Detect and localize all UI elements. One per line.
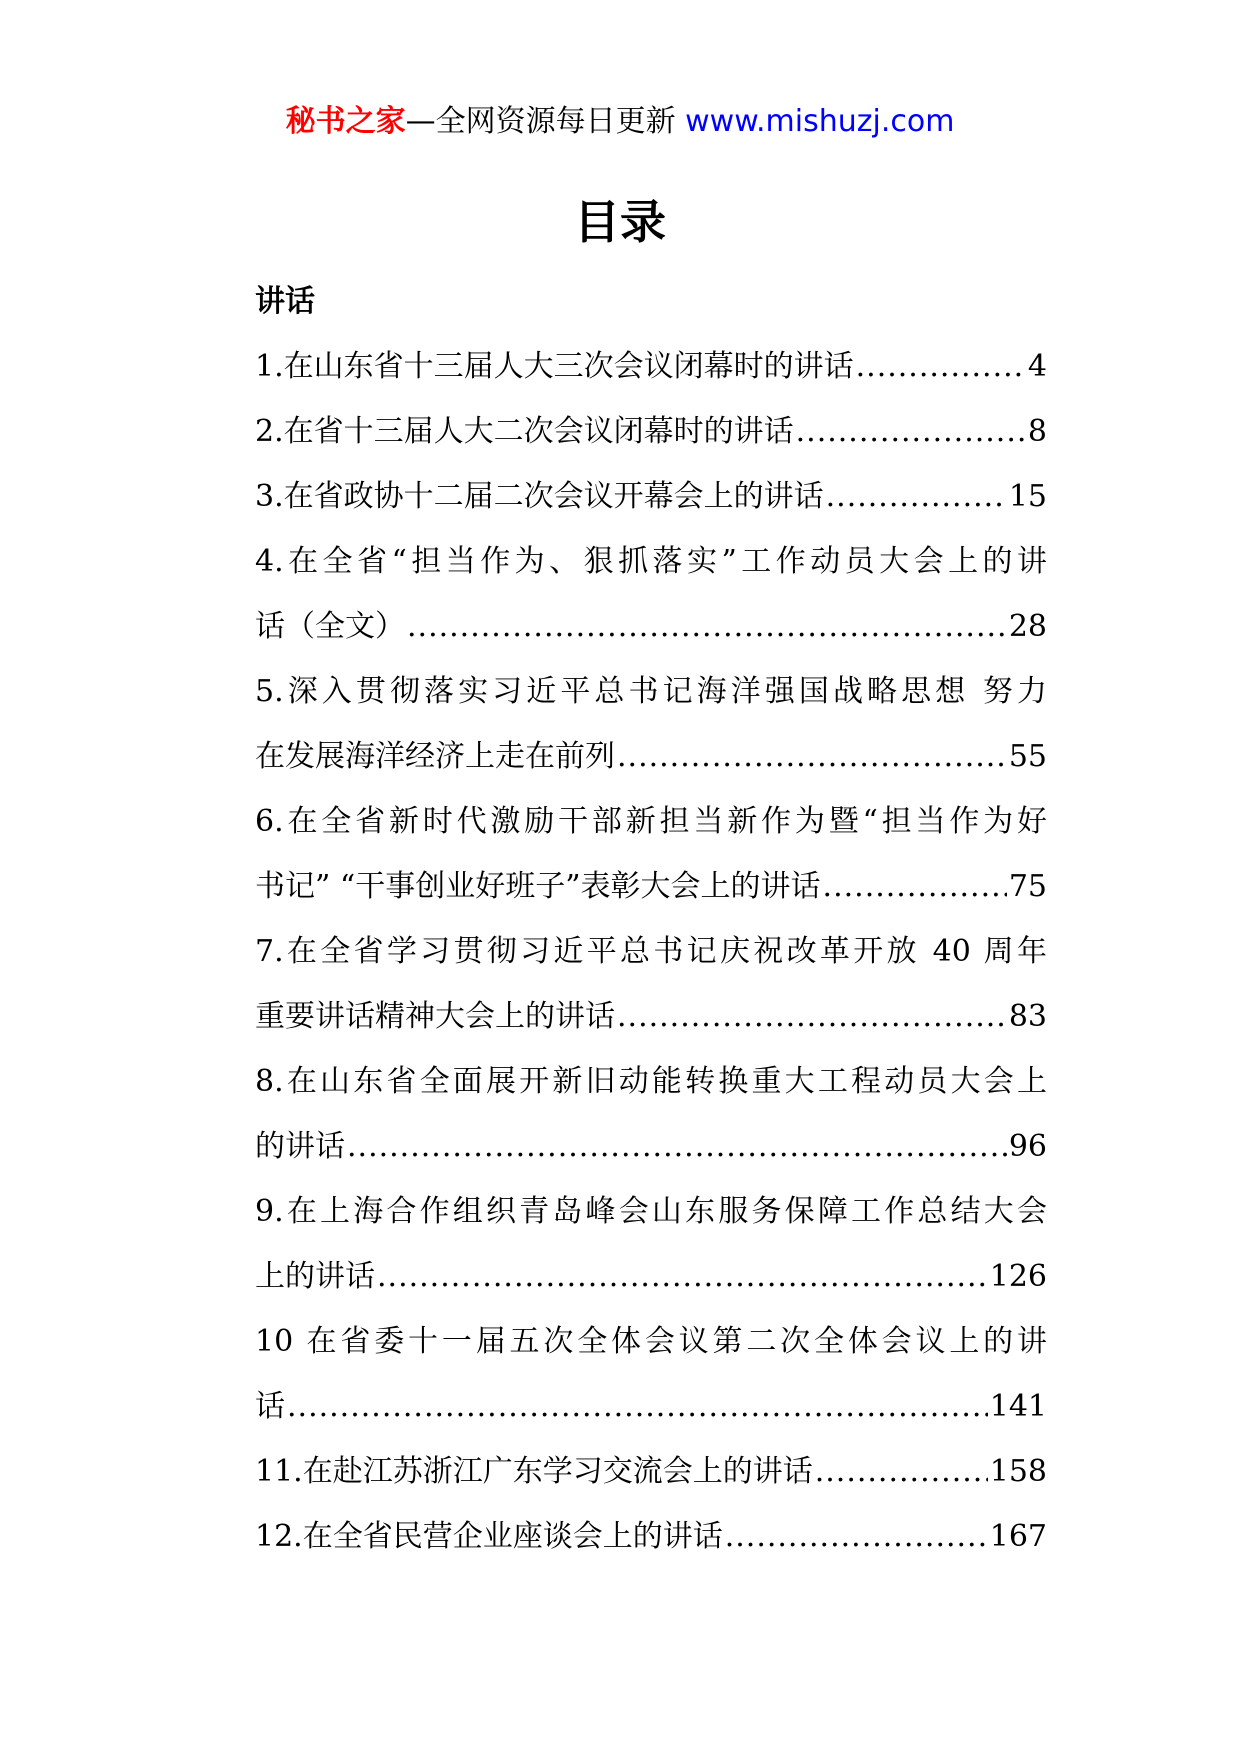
toc-leader-dots bbox=[287, 1374, 988, 1439]
toc-entry-3[interactable] bbox=[255, 464, 1047, 529]
header-slogan: —全网资源每日更新 bbox=[405, 104, 686, 139]
toc-entry-5[interactable] bbox=[255, 659, 1047, 789]
toc-entry-title-continued: 重要讲话精神大会上的讲话 bbox=[255, 999, 615, 1034]
toc-page-number: 4 bbox=[1027, 349, 1047, 384]
toc-entry-7[interactable] bbox=[255, 919, 1047, 1049]
toc-entry-9[interactable] bbox=[255, 1179, 1047, 1309]
brand-name: 秘书之家 bbox=[285, 104, 406, 139]
toc-entry-title: 9.在上海合作组织青岛峰会山东服务保障工作总结大会 bbox=[255, 1194, 1047, 1229]
toc-entry-title-continued: 的讲话 bbox=[255, 1129, 345, 1164]
toc-leader-dots bbox=[823, 854, 1007, 919]
toc-leader-dots bbox=[856, 334, 1026, 399]
toc-entry-title: 6.在全省新时代激励干部新担当新作为暨“担当作为好 bbox=[255, 804, 1047, 839]
toc-entry-line bbox=[255, 919, 1047, 984]
toc-leader-dots bbox=[617, 984, 1007, 1049]
toc-entry-line bbox=[255, 1374, 1047, 1439]
toc-entry-title: 4.在全省“担当作为、狠抓落实”工作动员大会上的讲 bbox=[255, 544, 1047, 579]
toc-leader-dots bbox=[407, 594, 1007, 659]
toc-page-number: 158 bbox=[989, 1454, 1047, 1489]
toc-entry-title: 11.在赴江苏浙江广东学习交流会上的讲话 bbox=[255, 1454, 813, 1489]
toc-entry-title-continued: 在发展海洋经济上走在前列 bbox=[255, 739, 615, 774]
toc-entry-line bbox=[255, 984, 1047, 1049]
toc-page-number: 28 bbox=[1008, 609, 1047, 644]
site-header bbox=[0, 100, 1240, 144]
toc-leader-dots bbox=[826, 464, 1007, 529]
toc-entry-title: 8.在山东省全面展开新旧动能转换重大工程动员大会上 bbox=[255, 1064, 1047, 1099]
toc-entry-line bbox=[255, 594, 1047, 659]
toc-page-number: 8 bbox=[1027, 414, 1047, 449]
toc-entry-title: 5.深入贯彻落实习近平总书记海洋强国战略思想 努力 bbox=[255, 674, 1047, 709]
toc-entry-title: 7.在全省学习贯彻习近平总书记庆祝改革开放 40 周年 bbox=[255, 934, 1047, 969]
toc-entry-4[interactable] bbox=[255, 529, 1047, 659]
toc-page-number: 83 bbox=[1008, 999, 1047, 1034]
toc-entry-line bbox=[255, 724, 1047, 789]
toc-entry-8[interactable] bbox=[255, 1049, 1047, 1179]
toc-leader-dots bbox=[796, 399, 1026, 464]
toc-leader-dots bbox=[377, 1244, 988, 1309]
table-of-contents bbox=[255, 270, 1047, 1569]
toc-entry-title: 10 在省委十一届五次全体会议第二次全体会议上的讲 bbox=[255, 1324, 1047, 1359]
toc-entry-line bbox=[255, 1049, 1047, 1114]
toc-entry-title-continued: 上的讲话 bbox=[255, 1259, 375, 1294]
page-title: 目录 bbox=[574, 195, 666, 249]
toc-entry-6[interactable] bbox=[255, 789, 1047, 919]
toc-entry-line bbox=[255, 1114, 1047, 1179]
toc-leader-dots bbox=[617, 724, 1007, 789]
toc-entry-title-continued: 书记” “干事创业好班子”表彰大会上的讲话 bbox=[255, 869, 821, 904]
toc-page-number: 96 bbox=[1008, 1129, 1047, 1164]
section-heading: 讲话 bbox=[255, 284, 315, 319]
toc-leader-dots bbox=[347, 1114, 1007, 1179]
toc-entry-title: 2.在省十三届人大二次会议闭幕时的讲话 bbox=[255, 414, 794, 449]
toc-page-number: 15 bbox=[1008, 479, 1047, 514]
site-url-link[interactable]: www.mishuzj.com bbox=[685, 104, 955, 139]
toc-entry-line bbox=[255, 1179, 1047, 1244]
toc-entry-line bbox=[255, 1244, 1047, 1309]
toc-entry-line bbox=[255, 659, 1047, 724]
toc-entry-title: 3.在省政协十二届二次会议开幕会上的讲话 bbox=[255, 479, 824, 514]
toc-entry-title: 12.在全省民营企业座谈会上的讲话 bbox=[255, 1519, 723, 1554]
toc-entry-12[interactable] bbox=[255, 1504, 1047, 1569]
toc-page-number: 126 bbox=[989, 1259, 1047, 1294]
toc-page-number: 167 bbox=[989, 1519, 1047, 1554]
toc-entry-10[interactable] bbox=[255, 1309, 1047, 1439]
toc-leader-dots bbox=[725, 1504, 988, 1569]
toc-entry-line bbox=[255, 529, 1047, 594]
toc-entry-title-continued: 话 bbox=[255, 1389, 285, 1424]
toc-entry-line bbox=[255, 1309, 1047, 1374]
toc-entry-title: 1.在山东省十三届人大三次会议闭幕时的讲话 bbox=[255, 349, 854, 384]
toc-entry-1[interactable] bbox=[255, 334, 1047, 399]
toc-entry-line bbox=[255, 854, 1047, 919]
toc-entry-2[interactable] bbox=[255, 399, 1047, 464]
toc-entry-line bbox=[255, 789, 1047, 854]
toc-leader-dots bbox=[815, 1439, 988, 1504]
toc-entry-title-continued: 话（全文） bbox=[255, 609, 405, 644]
toc-page-number: 75 bbox=[1008, 869, 1047, 904]
toc-page-number: 55 bbox=[1008, 739, 1047, 774]
toc-entry-11[interactable] bbox=[255, 1439, 1047, 1504]
toc-page-number: 141 bbox=[989, 1389, 1047, 1424]
